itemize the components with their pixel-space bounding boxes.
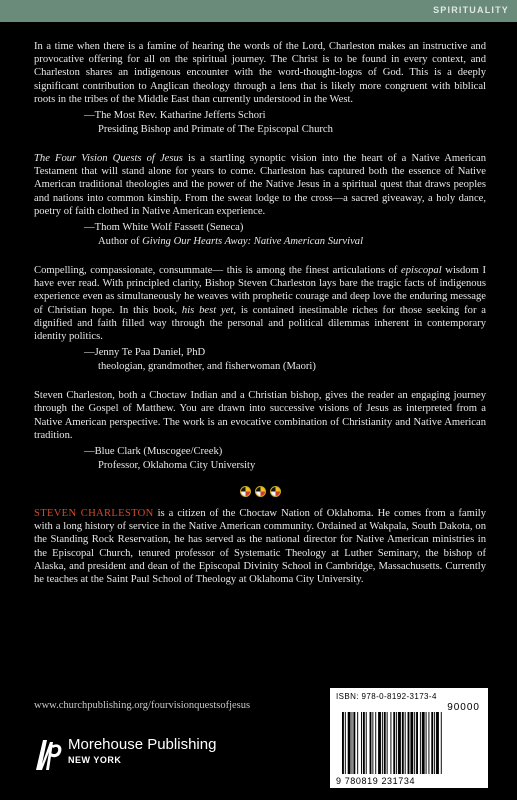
endorsement-title — [84, 235, 486, 249]
endorsement-text-body: is a startling synoptic vision into the heart of a Native American Testament that will stand alone for years to come. Charleston has captured both the essence of Native American traditional theologies and the power of the Native Jesus in a spiritual quest that draws peoples and nations into common kinship. From the sweat lodge to the cross—a sacred giveaway, a holy dance, poetry of faith clothed in Native American experience. — [34, 153, 486, 217]
endorsement-title-prefix: Author of — [98, 235, 143, 247]
website-url[interactable]: www.churchpublishing.org/fourvisionquestsofjesus — [34, 700, 251, 711]
publisher-name: Morehouse Publishing — [68, 736, 217, 753]
endorsement-attribution — [84, 221, 486, 248]
endorsement-title: Professor, Oklahoma City University — [98, 459, 256, 471]
endorsement-author: —Jenny Te Paa Daniel, PhD — [84, 347, 206, 359]
medicine-wheel-icon — [240, 486, 251, 497]
endorsement-text: Steven Charleston, both a Choctaw Indian and a Christian bishop, gives the reader an engaging journey through the Gospel of Matthew. You are drawn into successive visions of Jesus as interpreted from a Native American perspective. The work is an evocative combination of Christianity and Native American tradition. — [34, 390, 486, 441]
endorsement-1 — [34, 40, 486, 136]
endorsement-text — [34, 152, 486, 218]
endorsement-attribution — [84, 346, 486, 373]
endorsement-text-a: Compelling, compassionate, consummate— this is among the finest articulations of — [34, 265, 402, 277]
endorsement-emphasis-2: his best yet — [181, 304, 234, 316]
endorsement-2 — [34, 152, 486, 248]
endorsement-title: theologian, grandmother, and fisherwoman (Maori) — [98, 360, 316, 372]
endorsement-4 — [34, 389, 486, 472]
category-bar — [0, 0, 517, 22]
book-title: The Four Vision Quests of Jesus — [34, 153, 183, 165]
author-bio-text: is a citizen of the Choctaw Nation of Oklahoma. He comes from a family with a long history of service in the Native American community. Ordained at Wakpala, South Dakota, on the Standing Rock Reservation, he has served as the national director for Native American ministries in the Episcopal Church, tenured professor of Systematic Theology at Luther Seminary, the bishop of Alaska, and president and dean of the Episcopal Divinity School in Cambridge, Massachusetts. Currently he teaches at the Saint Paul School of Theology at Oklahoma City University. — [34, 508, 486, 586]
author-bio — [34, 507, 486, 586]
publisher-city: NEW YORK — [68, 755, 122, 765]
isbn: ISBN: 978-0-8192-3173-4 — [336, 692, 437, 701]
endorsement-text: In a time when there is a famine of hearing the words of the Lord, Charleston makes an instructive and provocative offering for all on the spiritual journey. The Christ is to be found in every context, and Charleston shares an indigenous encounter with the word-thought-logos of God. This is a deeply significant contribution to Anglican theology through a lens that is likely more congruent with biblical roots in the tribes of the Middle East than currently understood in the West. — [34, 41, 486, 105]
endorsement-text — [34, 264, 486, 343]
endorsement-attribution — [84, 445, 486, 472]
ornament-divider — [34, 486, 486, 497]
medicine-wheel-icon — [255, 486, 266, 497]
endorsement-title: Presiding Bishop and Primate of The Episcopal Church — [98, 123, 333, 135]
author-name: STEVEN CHARLESTON — [34, 508, 154, 520]
publisher-logo — [34, 734, 274, 774]
barcode-digits: 9 780819 231734 — [336, 776, 416, 786]
medicine-wheel-icon — [270, 486, 281, 497]
category-label: SPIRITUALITY — [433, 5, 509, 15]
barcode-bars — [330, 702, 488, 776]
endorsements — [34, 40, 486, 586]
price-code: 90000 — [447, 702, 480, 713]
endorsement-author: —The Most Rev. Katharine Jefferts Schori — [84, 110, 266, 122]
endorsement-author: —Blue Clark (Muscogee/Creek) — [84, 446, 223, 458]
barcode — [330, 688, 488, 788]
endorsement-text-b: wisdom I have ever read. With principled clarity, Bishop Steven Charleston lays bare the tragic facts of indigenous experience even as simultaneously he weaves with prophetic courage and deep love the enduring message of Christian hope. In this book, — [34, 265, 487, 316]
endorsement-text-c: , is contained inestimable riches for those seeking for a dignified and faith filled way through the personal and political dilemmas inherent in contemporary identity politics. — [34, 304, 487, 343]
endorsement-attribution — [84, 109, 486, 136]
endorsement-book-title: Giving Our Hearts Away: Native American Survival — [142, 235, 364, 247]
endorsement-emphasis-1: episcopal — [401, 265, 442, 277]
endorsement-3 — [34, 264, 486, 373]
morehouse-logo-icon — [34, 734, 64, 772]
endorsement-author: —Thom White Wolf Fassett (Seneca) — [84, 222, 244, 234]
